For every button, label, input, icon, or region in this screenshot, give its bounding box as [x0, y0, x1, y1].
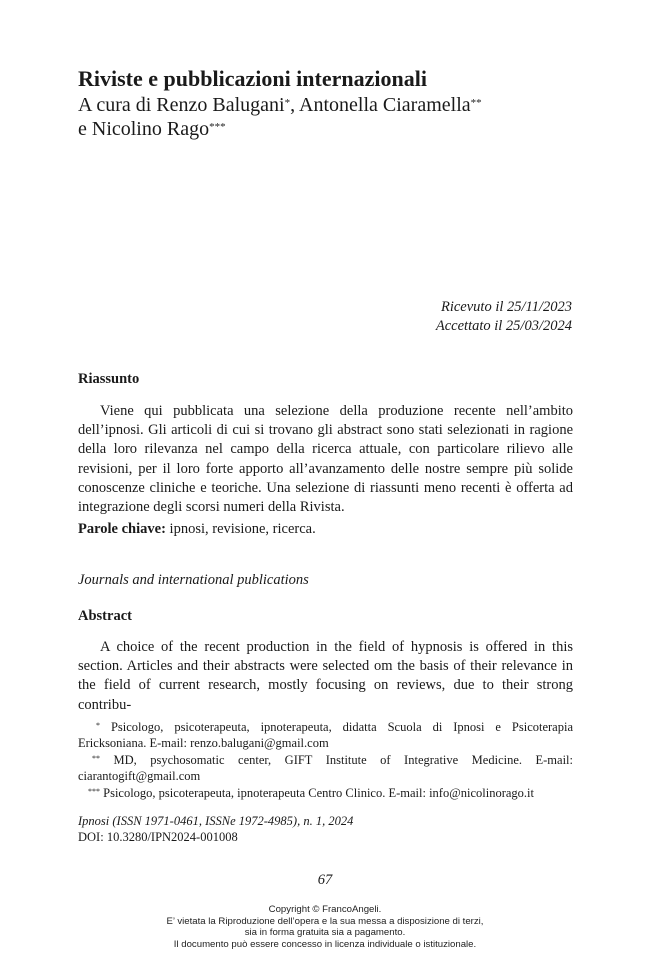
authors-block	[78, 93, 578, 141]
footnote-3-mark: ***	[88, 786, 100, 796]
author-name-3: e Nicolino Rago	[78, 118, 210, 140]
journal-info	[78, 813, 353, 846]
abstract-text: A choice of the recent production in the field of hypnosis is offered in this section. Articles and their abstracts were selected om the basis of their relevance in the field of current research, mostly focusing on reviews, due to their strong contribu-	[78, 639, 573, 713]
english-title: Journals and international publications	[78, 572, 309, 588]
footnote-1	[78, 719, 573, 752]
copyright-line-1: Copyright © FrancoAngeli.	[268, 904, 382, 915]
page-number: 67	[317, 872, 333, 888]
journal-citation: Ipnosi (ISSN 1971-0461, ISSNe 1972-4985), n. 1, 2024	[78, 814, 354, 828]
author-name-2: , Antonella Ciaramella	[290, 94, 471, 116]
copyright-line-3: sia in forma gratuita sia a pagamento.	[244, 927, 406, 938]
accepted-date: Accettato il 25/03/2024	[435, 318, 572, 334]
footnotes-block	[78, 719, 573, 801]
copyright-notice	[0, 904, 650, 950]
footnote-1-mark: *	[96, 721, 100, 730]
footnote-2-mark: **	[92, 753, 100, 763]
riassunto-text: Viene qui pubblicata una selezione della produzione recente nell’ambito dell’ipnosi. Gli articoli di cui si trovano gli abstract sono stati selezionati in ragione della loro rilevanza nel campo della ricerca attuale, con particolare rilievo alle revisioni, per il loro forte apporto all’avanzamento delle nostre sempre più solide conoscenze cliniche e teoriche. Una selezione di riassunti meno recenti è offerta ad integrazione degli scorsi numeri della Rivista.	[78, 403, 573, 516]
riassunto-heading: Riassunto	[78, 371, 140, 387]
riassunto-paragraph	[78, 402, 573, 517]
received-date: Ricevuto il 25/11/2023	[440, 299, 572, 315]
authors-line-1	[78, 94, 482, 116]
journal-doi: DOI: 10.3280/IPN2024-001008	[78, 830, 238, 845]
footnote-3	[78, 785, 573, 801]
author-3-footnote-mark: ***	[209, 121, 226, 133]
submission-dates	[436, 298, 572, 336]
footnote-2	[78, 752, 573, 785]
keywords-line	[78, 520, 573, 539]
keywords-label: Parole chiave:	[78, 521, 166, 537]
article-title: Riviste e pubblicazioni internazionali	[78, 66, 427, 91]
authors-line-2	[78, 118, 226, 140]
author-name-1: A cura di Renzo Balugani	[78, 94, 285, 116]
footnote-3-text: Psicologo, psicoterapeuta, ipnoterapeuta Centro Clinico. E-mail: info@nicolinorago.it	[100, 785, 534, 800]
copyright-line-2: E’ vietata la Riproduzione dell’opera e la sua messa a disposizione di terzi,	[166, 915, 484, 927]
author-2-footnote-mark: **	[470, 97, 482, 109]
footnote-1-text: Psicologo, psicoterapeuta, ipnoterapeuta, didatta Scuola di Ipnosi e Psicoterapia Ericksoniana. E-mail: renzo.balugani@gmail.com	[78, 720, 573, 751]
abstract-paragraph	[78, 638, 573, 715]
keywords-text: ipnosi, revisione, ricerca.	[165, 521, 316, 537]
abstract-heading: Abstract	[78, 608, 132, 624]
author-1-footnote-mark: *	[284, 97, 291, 109]
footnote-2-text: MD, psychosomatic center, GIFT Institute of Integrative Medicine. E-mail: ciarantogift@gmail.com	[78, 752, 573, 784]
copyright-line-4: Il documento può essere concesso in licenza individuale o istituzionale.	[173, 938, 477, 950]
